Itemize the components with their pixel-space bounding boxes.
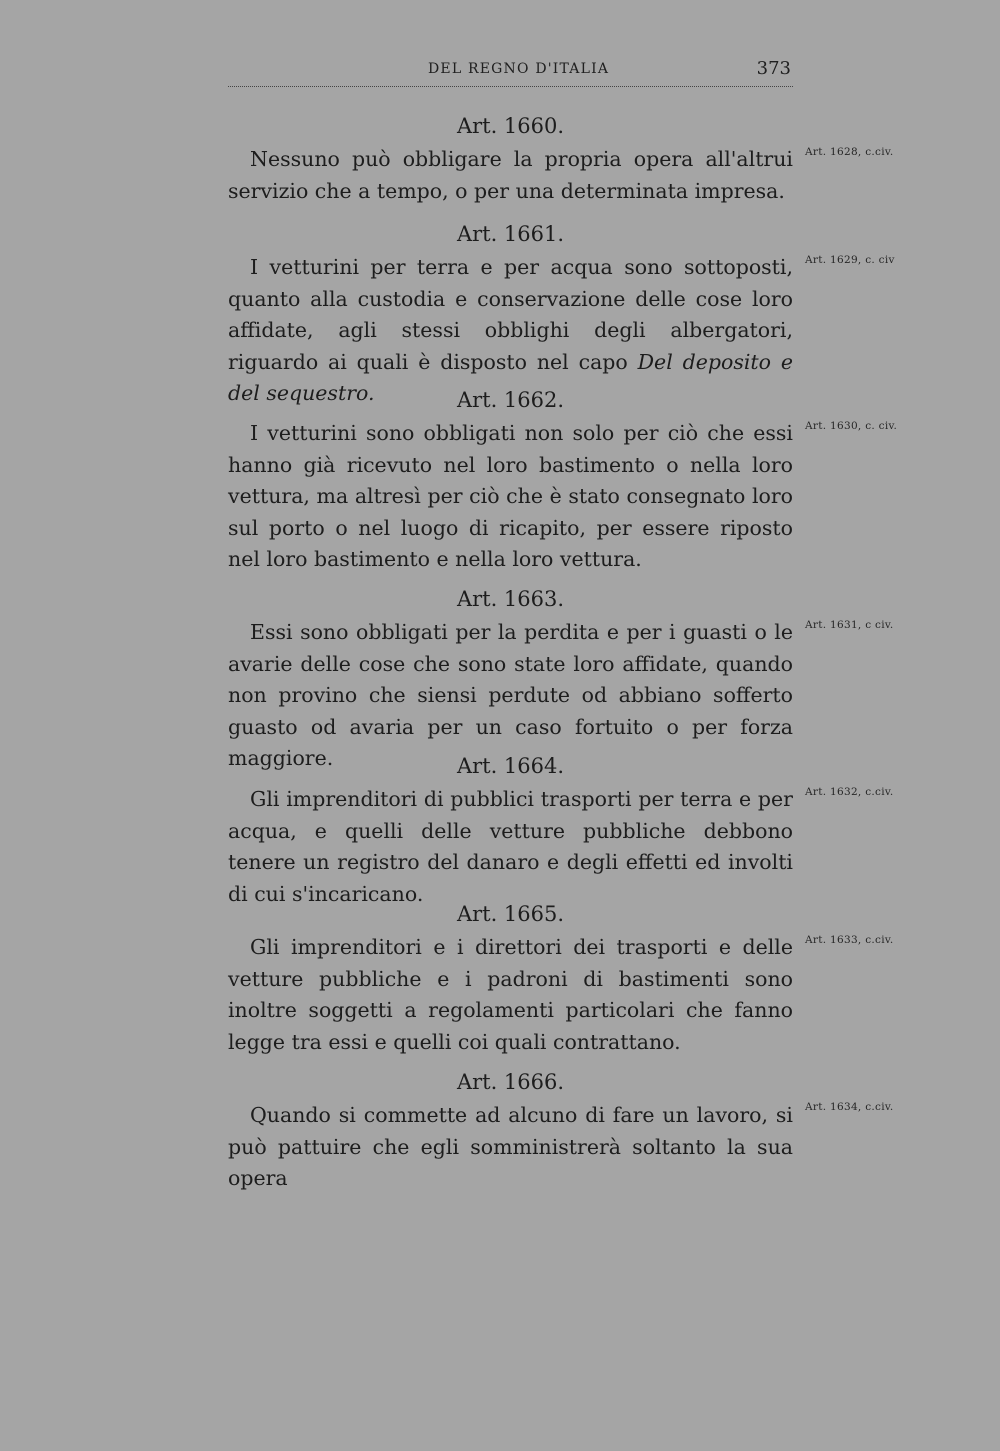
margin-reference: Art. 1632, c.civ. [805, 786, 894, 798]
article-text: Gli imprenditori e i direttori dei trasporti e delle vetture pubbliche e i padroni di bastimenti sono inoltre soggetti a regolamenti particolari che fanno legge tra essi e quelli coi quali contrattano. [228, 935, 793, 1054]
margin-reference: Art. 1631, c civ. [805, 619, 894, 631]
article-text: Nessuno può obbligare la propria opera all'altrui servizio che a tempo, o per una determinata impresa. [228, 147, 793, 203]
article-1662 [228, 386, 793, 576]
article-text: Gli imprenditori di pubblici trasporti per terra e per acqua, e quelli delle vetture pubbliche debbono tenere un registro del danaro e degli effetti ed involti di cui s'incaricano. [228, 787, 793, 906]
article-1666 [228, 1068, 793, 1195]
article-1660 [228, 112, 793, 207]
article-heading: Art. 1664. [456, 754, 565, 778]
article-1661 [228, 220, 793, 410]
article-heading: Art. 1665. [456, 902, 565, 926]
margin-reference: Art. 1633, c.civ. [805, 934, 894, 946]
article-heading: Art. 1666. [456, 1070, 565, 1094]
article-text-body: I vetturini per terra e per acqua sono sottoposti, quanto alla custodia e conservazione delle cose loro affidate, agli stessi obblighi degli albergatori, riguardo ai quali è disposto nel capo [228, 255, 793, 374]
article-text: Essi sono obbligati per la perdita e per i guasti o le avarie delle cose che sono state loro affidate, quando non provino che siensi perdute od abbiano sofferto guasto od avaria per un caso fortuito o per forza maggiore. [228, 620, 793, 770]
header-rule [228, 86, 793, 87]
page-number: 373 [756, 58, 791, 79]
article-1663 [228, 585, 793, 775]
article-1665 [228, 900, 793, 1058]
article-heading: Art. 1663. [456, 587, 565, 611]
article-1664 [228, 752, 793, 910]
article-heading: Art. 1661. [456, 222, 565, 246]
article-text: Quando si commette ad alcuno di fare un lavoro, si può pattuire che egli somministrerà soltanto la sua opera [228, 1103, 793, 1190]
running-head [228, 58, 793, 88]
margin-reference: Art. 1634, c.civ. [805, 1101, 894, 1113]
margin-reference: Art. 1629, c. civ [805, 254, 895, 266]
article-heading: Art. 1662. [456, 388, 565, 412]
article-text: I vetturini sono obbligati non solo per ciò che essi hanno già ricevuto nel loro bastimento o nella loro vettura, ma altresì per ciò che è stato consegnato loro sul porto o nel luogo di ricapito, per essere riposto nel loro bastimento e nella loro vettura. [228, 421, 793, 571]
article-heading: Art. 1660. [456, 114, 565, 138]
margin-reference: Art. 1628, c.civ. [805, 146, 894, 158]
running-title: DEL REGNO D'ITALIA [428, 61, 610, 77]
margin-reference: Art. 1630, c. civ. [805, 420, 898, 432]
chapter-title-italic: Del deposito e del sequestro. [228, 349, 793, 405]
